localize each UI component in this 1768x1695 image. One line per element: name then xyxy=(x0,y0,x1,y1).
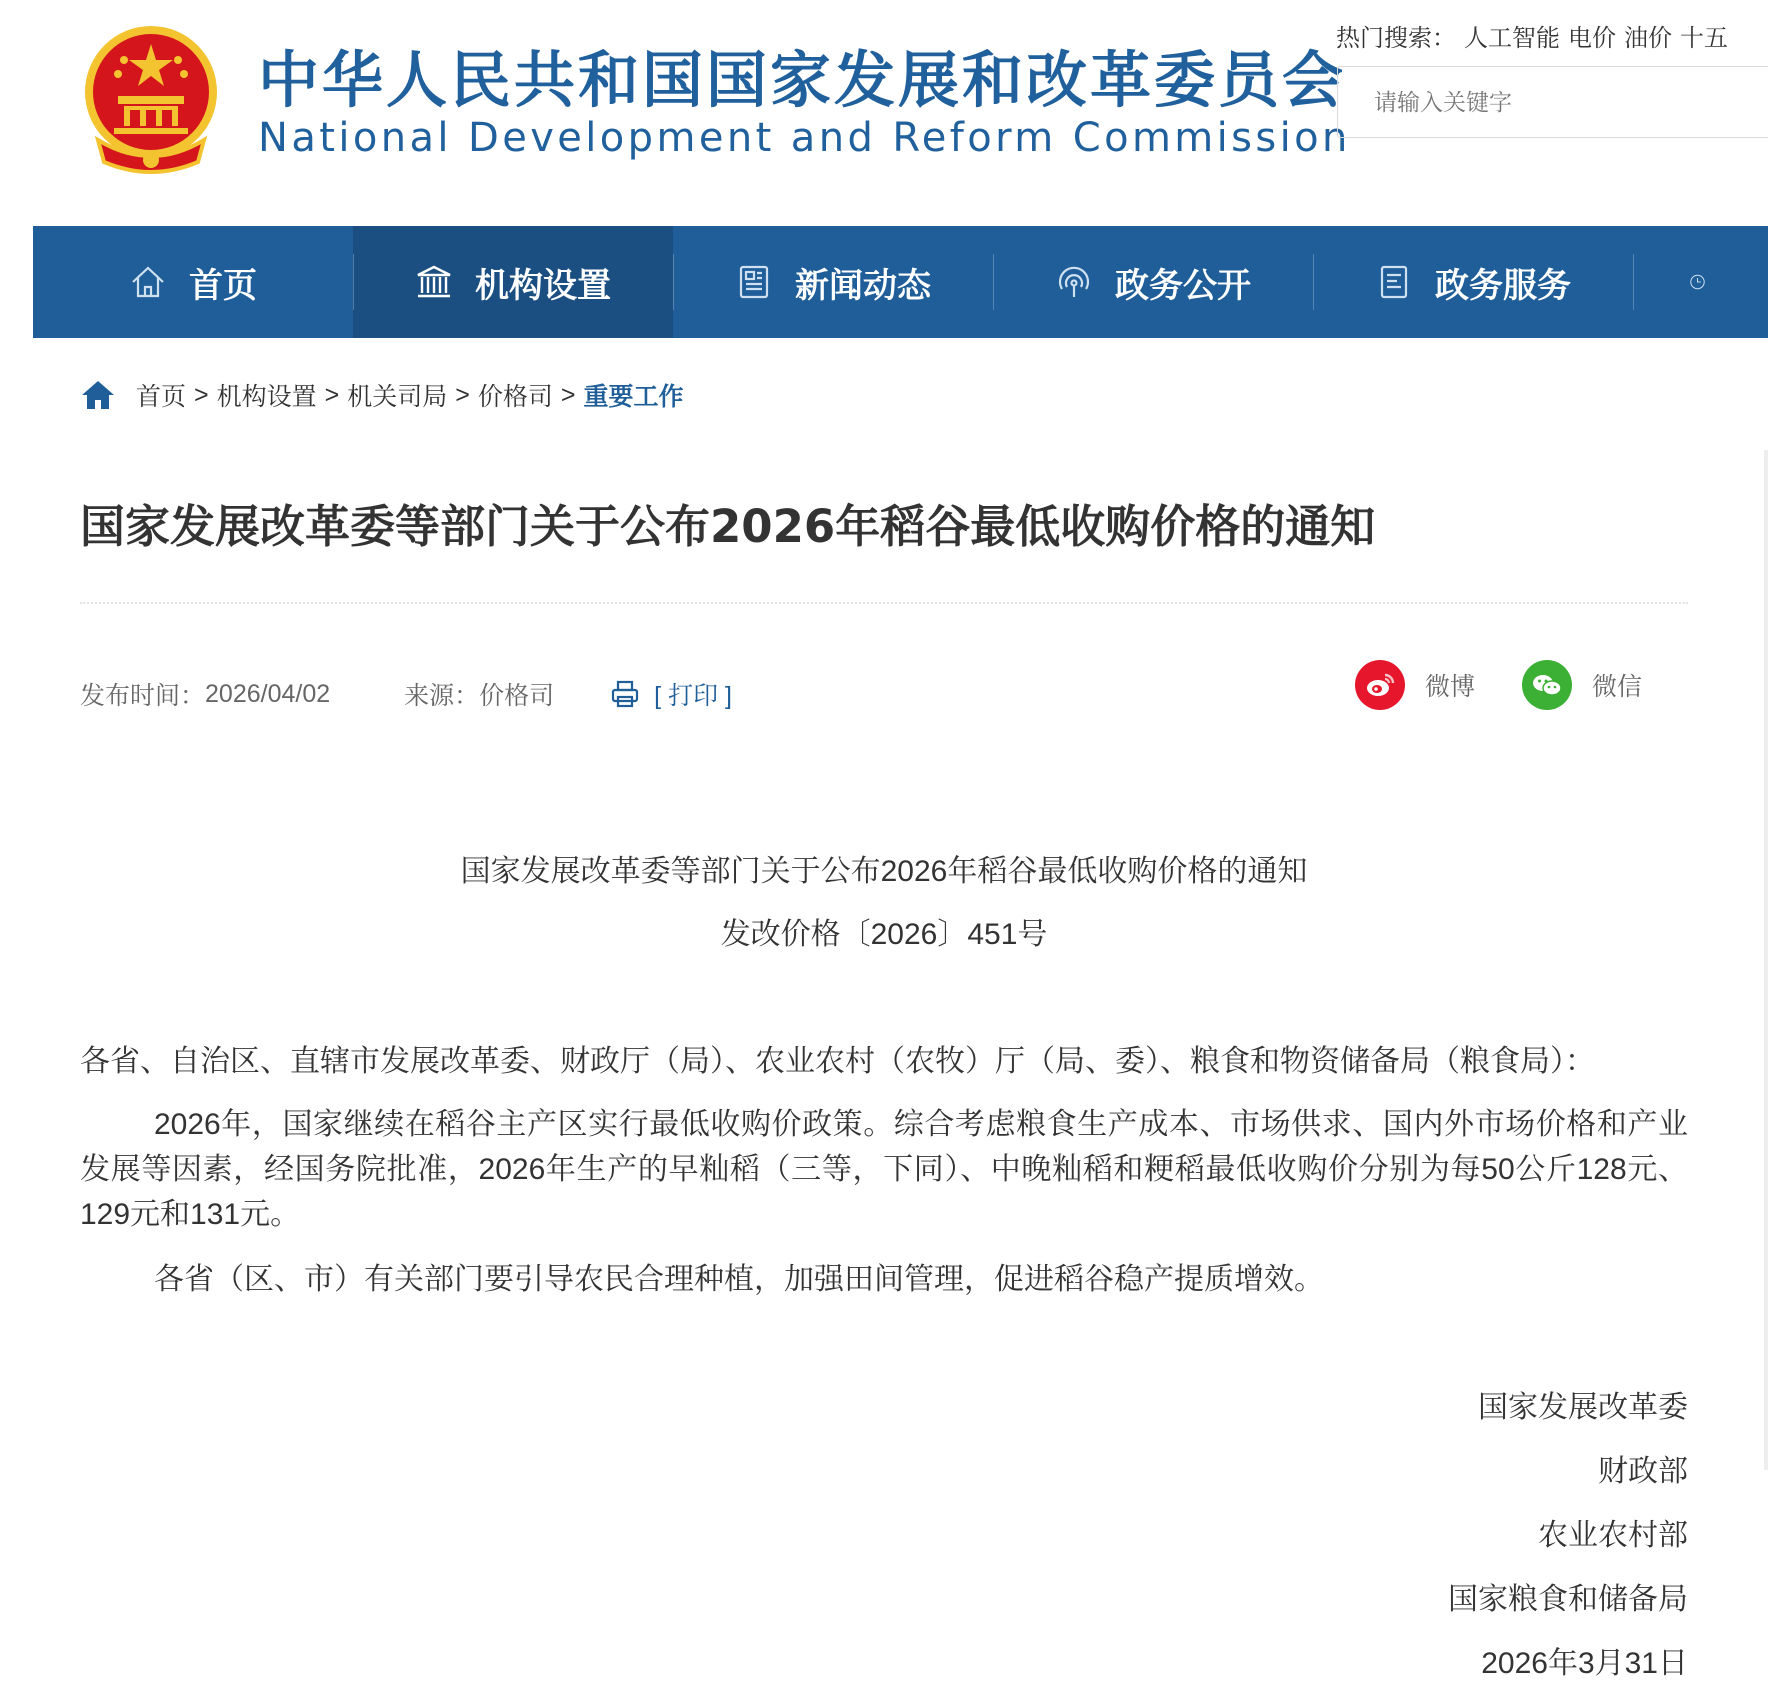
wechat-label: 微信 xyxy=(1592,673,1643,701)
nav-institution[interactable] xyxy=(353,226,673,338)
signature-grain-bureau: 国家粮食和储备局 xyxy=(1448,1583,1688,1616)
printer-icon xyxy=(610,680,640,708)
nav-home-label: 首页 xyxy=(189,265,257,306)
breadcrumb-home[interactable]: 首页 xyxy=(136,383,187,411)
hot-search-label: 热门搜索： xyxy=(1336,25,1456,52)
home-icon[interactable] xyxy=(80,379,116,411)
news-icon xyxy=(735,263,773,301)
breadcrumb-price-dept[interactable]: 价格司 xyxy=(477,383,553,411)
hot-search xyxy=(1336,18,1728,53)
site-title[interactable] xyxy=(258,45,1351,161)
body-paragraph: 2026年，国家继续在稻谷主产区实行最低收购价政策。综合考虑粮食生产成本、市场供求、国内外市场价格和产业发展等因素，经国务院批准，2026年生产的早籼稻（三等，下同）、中晚籼稻和粳稻最低收购价分别为每50公斤128元、129元和131元。 xyxy=(80,1108,1688,1231)
nav-news-label: 新闻动态 xyxy=(795,265,931,306)
clock-icon xyxy=(1689,263,1706,301)
nav-institution-label: 机构设置 xyxy=(475,265,611,306)
site-title-cn: 中华人民共和国国家发展和改革委员会 xyxy=(258,45,1347,116)
weibo-icon xyxy=(1355,660,1405,710)
share-wechat[interactable] xyxy=(1522,660,1642,710)
breadcrumb-separator: > xyxy=(324,380,340,409)
weibo-label: 微博 xyxy=(1425,673,1476,701)
nav-services[interactable] xyxy=(1313,226,1633,338)
national-emblem xyxy=(78,22,224,178)
publish-label: 发布时间： xyxy=(80,682,206,710)
addressee: 各省、自治区、直辖市发展改革委、财政厅（局）、农业农村（农牧）厅（局、委）、粮食和物资储备局（粮食局）： xyxy=(80,1045,1595,1078)
source-label: 来源： xyxy=(404,682,480,710)
institution-icon xyxy=(415,263,453,301)
breadcrumb-departments[interactable]: 机关司局 xyxy=(347,383,448,411)
hot-keyword-ai[interactable]: 人工智能 xyxy=(1464,25,1560,52)
hot-keyword-oil[interactable]: 油价 xyxy=(1624,25,1672,52)
breadcrumb-separator: > xyxy=(194,380,209,409)
source-value: 价格司 xyxy=(479,682,555,710)
doc-title: 国家发展改革委等部门关于公布2026年稻谷最低收购价格的通知 xyxy=(460,855,1308,888)
nav-affairs-label: 政务公开 xyxy=(1115,265,1251,306)
breadcrumb-institution[interactable]: 机构设置 xyxy=(216,383,317,411)
nav-more[interactable] xyxy=(1633,226,1728,338)
article-meta xyxy=(80,676,732,712)
title-divider xyxy=(80,602,1688,604)
broadcast-icon xyxy=(1055,263,1093,301)
signature-mof: 财政部 xyxy=(1598,1455,1688,1488)
search-box xyxy=(1337,66,1768,138)
breadcrumb-current[interactable]: 重要工作 xyxy=(583,383,684,411)
print-label: [ 打印 ] xyxy=(654,682,732,710)
home-icon xyxy=(129,263,167,301)
document-icon xyxy=(1375,263,1413,301)
nav-affairs[interactable] xyxy=(993,226,1313,338)
nav-home[interactable] xyxy=(33,226,353,338)
body-paragraph: 各省（区、市）有关部门要引导农民合理种植，加强田间管理，促进稻谷稳产提质增效。 xyxy=(154,1263,1324,1296)
wechat-icon xyxy=(1522,660,1572,710)
signature-moa: 农业农村部 xyxy=(1538,1519,1688,1552)
nav-services-label: 政务服务 xyxy=(1435,265,1571,306)
signature-date: 2026年3月31日 xyxy=(1481,1647,1688,1680)
hot-keyword-fifteen[interactable]: 十五 xyxy=(1680,25,1728,52)
hot-keyword-electricity[interactable]: 电价 xyxy=(1568,25,1616,52)
publish-date: 2026/04/02 xyxy=(205,679,331,708)
article-title: 国家发展改革委等部门关于公布2026年稻谷最低收购价格的通知 xyxy=(80,500,1376,553)
search-input[interactable] xyxy=(1338,67,1768,137)
breadcrumb xyxy=(80,377,684,413)
main-nav xyxy=(33,226,1768,338)
breadcrumb-separator: > xyxy=(455,380,470,409)
doc-number: 发改价格〔2026〕451号 xyxy=(720,918,1048,951)
share-weibo[interactable] xyxy=(1355,660,1475,710)
print-button[interactable] xyxy=(610,676,732,712)
breadcrumb-separator: > xyxy=(560,380,576,409)
right-border xyxy=(1764,450,1768,1470)
nav-news[interactable] xyxy=(673,226,993,338)
site-title-en: National Development and Reform Commission xyxy=(258,115,1351,161)
signature-ndrc: 国家发展改革委 xyxy=(1478,1391,1688,1424)
